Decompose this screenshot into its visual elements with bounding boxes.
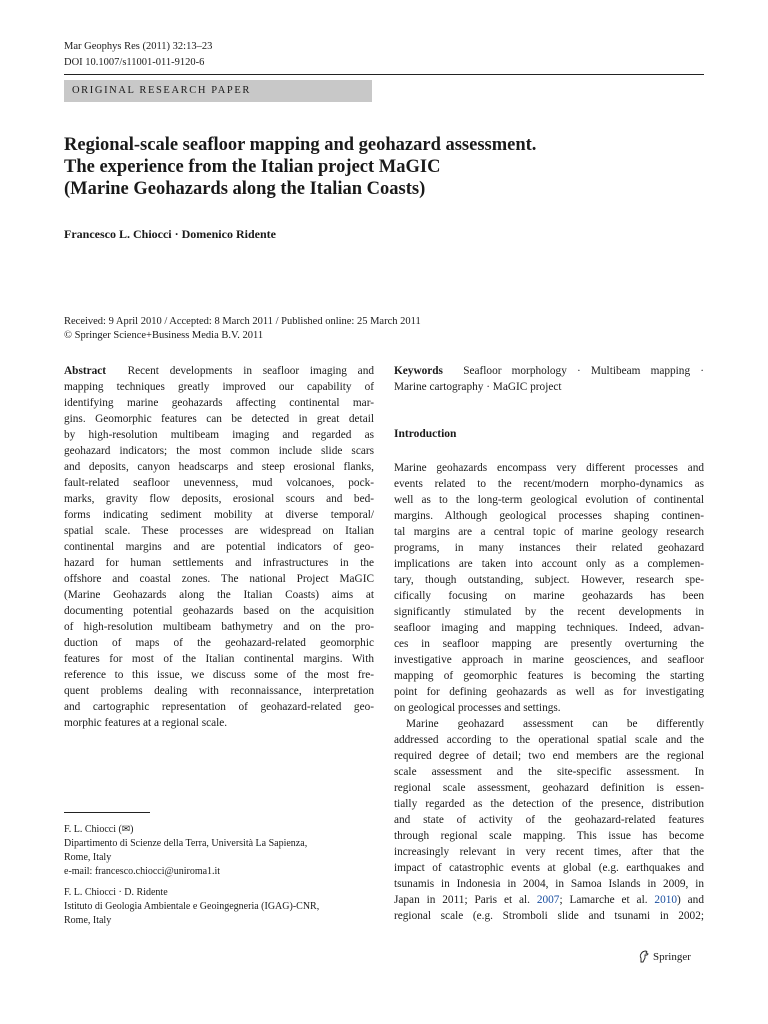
affiliation-1 bbox=[64, 823, 374, 879]
intro-line: scale assessment and the site-specific assessment. In bbox=[394, 766, 704, 778]
title-line-3: (Marine Geohazards along the Italian Coasts) bbox=[64, 179, 426, 199]
springer-horse-icon bbox=[638, 950, 650, 963]
intro-line: events related to the recent/modern morpho-dynamics as bbox=[394, 478, 704, 490]
keywords-line-1 bbox=[394, 363, 704, 379]
abstract-line: reference to this issue, we discuss some of the most fre- bbox=[64, 669, 374, 681]
history-line: Received: 9 April 2010 / Accepted: 8 March 2011 / Published online: 25 March 2011 bbox=[64, 316, 421, 327]
abstract-line: features for most of the Italian continental margins. With bbox=[64, 653, 374, 665]
intro-line: Marine geohazard assessment can be differently bbox=[406, 718, 704, 730]
abstract-line: documenting potential geohazards based on the acquisition bbox=[64, 605, 374, 617]
introduction-heading: Introduction bbox=[394, 428, 457, 440]
article-category-band: ORIGINAL RESEARCH PAPER bbox=[64, 80, 372, 102]
title-line-1: Regional-scale seafloor mapping and geohazard assessment. bbox=[64, 135, 537, 155]
abstract-line: of high-resolution multibeam bathymetry and on the pro- bbox=[64, 621, 374, 633]
title-line-2: The experience from the Italian project MaGIC bbox=[64, 157, 441, 177]
affiliation-1-name: F. L. Chiocci (✉) bbox=[64, 824, 134, 835]
abstract-line: fault-related seafloor unevenness, mud volcanoes, pock- bbox=[64, 477, 374, 489]
abstract-line: duction of maps of the geohazard-related geomorphic bbox=[64, 637, 374, 649]
intro-line: tal margins are a central topic of marine geology research bbox=[394, 526, 704, 538]
abstract-line: hazard for human settlements and infrastructures in the bbox=[64, 557, 374, 569]
keywords-line-2: Marine cartography · MaGIC project bbox=[394, 381, 562, 393]
intro-line: tsunamis in Indonesia in 2004, in Samoa Islands in 2009, in bbox=[394, 878, 704, 890]
abstract-line: by high-resolution multibeam imaging and regarded as bbox=[64, 429, 374, 441]
publication-dates bbox=[64, 315, 421, 343]
intro-line: seafloor imaging and mapping techniques. Indeed, advan- bbox=[394, 622, 704, 634]
affiliation-1-email[interactable]: e-mail: francesco.chiocci@uniroma1.it bbox=[64, 866, 221, 877]
publisher-mark bbox=[638, 950, 691, 963]
intro-line: well as to the long-term geological evolution of continental bbox=[394, 494, 704, 506]
affiliation-2 bbox=[64, 886, 374, 928]
intro-line: significantly stimulated by the recent developments in bbox=[394, 606, 704, 618]
abstract-line: offshore and coastal zones. The national Project MaGIC bbox=[64, 573, 374, 585]
affiliation-1-city: Rome, Italy bbox=[64, 852, 112, 863]
affiliation-2-names: F. L. Chiocci · D. Ridente bbox=[64, 887, 168, 898]
abstract-line: identifying marine geohazards affecting continental mar- bbox=[64, 397, 374, 409]
intro-line: mapping of geomorphic features is becoming the starting bbox=[394, 670, 704, 682]
introduction-body bbox=[394, 460, 704, 924]
intro-line: tially regarded as the detection of the presence, distribution bbox=[394, 798, 704, 810]
keywords-block bbox=[394, 363, 704, 395]
abstract-line: and cartographic representation of geohazard-related geo- bbox=[64, 701, 374, 713]
header-rule bbox=[64, 74, 704, 75]
footnote-rule bbox=[64, 812, 150, 813]
abstract-line: mapping techniques greatly improved our capability of bbox=[64, 381, 374, 393]
affiliation-2-city: Rome, Italy bbox=[64, 915, 112, 926]
intro-line: required degree of detail; two end members are the regional bbox=[394, 750, 704, 762]
abstract-line: spatial scale. These processes are widespread on Italian bbox=[64, 525, 374, 537]
intro-line: margins. Although geological processes shaping continen- bbox=[394, 510, 704, 522]
article-title bbox=[64, 134, 704, 200]
intro-text-fragment: ) and bbox=[677, 894, 704, 906]
intro-line: point for defining geohazards as well as for investigating bbox=[394, 686, 704, 698]
intro-text-fragment: Japan in 2011; Paris et al. bbox=[394, 894, 537, 906]
abstract-block bbox=[64, 363, 374, 731]
intro-line: cifically focusing on marine geohazards has been bbox=[394, 590, 704, 602]
keywords-text: Seafloor morphology · Multibeam mapping · bbox=[463, 365, 704, 377]
intro-line: Marine geohazards encompass very different processes and bbox=[394, 462, 704, 474]
abstract-line: morphic features at a regional scale. bbox=[64, 717, 228, 729]
abstract-line: marks, gravity flow deposits, erosional scours and bed- bbox=[64, 493, 374, 505]
affiliation-1-institution: Dipartimento di Scienze della Terra, Università La Sapienza, bbox=[64, 838, 308, 849]
journal-reference: Mar Geophys Res (2011) 32:13–23 bbox=[64, 41, 213, 52]
intro-line: addressed according to the operational spatial scale and the bbox=[394, 734, 704, 746]
intro-line-citations bbox=[394, 892, 704, 908]
abstract-line bbox=[64, 363, 374, 379]
abstract-line: forms indicating sediment mobility at diverse temporal/ bbox=[64, 509, 374, 521]
author-list: Francesco L. Chiocci · Domenico Ridente bbox=[64, 227, 276, 241]
intro-text-fragment: ; Lamarche et al. bbox=[559, 894, 655, 906]
affiliation-2-institution: Istituto di Geologia Ambientale e Geoingegneria (IGAG)-CNR, bbox=[64, 901, 320, 912]
copyright-line: © Springer Science+Business Media B.V. 2011 bbox=[64, 330, 264, 341]
abstract-line: quent problems dealing with reconnaissance, interpretation bbox=[64, 685, 374, 697]
intro-line: and state of activity of the geohazard-related features bbox=[394, 814, 704, 826]
intro-line: impact of catastrophic events at global (e.g. earthquakes and bbox=[394, 862, 704, 874]
abstract-first-line-text: Recent developments in seafloor imaging and bbox=[127, 365, 374, 377]
intro-line: ces in seafloor mapping are presently overturning the bbox=[394, 638, 704, 650]
intro-line: programs, in many instances their related geohazard bbox=[394, 542, 704, 554]
citation-link-2010[interactable]: 2010 bbox=[654, 894, 678, 906]
intro-line: regional scale assessment, geohazard definition is essen- bbox=[394, 782, 704, 794]
doi-line[interactable]: DOI 10.1007/s11001-011-9120-6 bbox=[64, 57, 205, 68]
intro-line: implications are taken into account only as a complemen- bbox=[394, 558, 704, 570]
intro-line: on geological processes and settings. bbox=[394, 702, 561, 714]
intro-line: tary, though outstanding, subject. However, research spe- bbox=[394, 574, 704, 586]
abstract-line: geohazard indicators; the most common include slide scars bbox=[64, 445, 374, 457]
intro-line: increasingly relevant in very recent times, after that the bbox=[394, 846, 704, 858]
abstract-heading: Abstract bbox=[64, 365, 107, 377]
keywords-heading: Keywords bbox=[394, 365, 443, 377]
abstract-line: (Marine Geohazards along the Italian Coasts) aims at bbox=[64, 589, 374, 601]
intro-line: investigative approach in marine geosciences, and seafloor bbox=[394, 654, 704, 666]
abstract-line: continental margins and are potential indicators of geo- bbox=[64, 541, 374, 553]
intro-line: regional scale (e.g. Stromboli slide and tsunami in 2002; bbox=[394, 910, 704, 922]
intro-line: through regional scale mapping. This issue has become bbox=[394, 830, 704, 842]
citation-link-2007[interactable]: 2007 bbox=[536, 894, 560, 906]
abstract-line: gins. Geomorphic features can be detected in great detail bbox=[64, 413, 374, 425]
abstract-line: and deposits, canyon headscarps and steep erosional flanks, bbox=[64, 461, 374, 473]
publisher-name: Springer bbox=[653, 950, 691, 963]
